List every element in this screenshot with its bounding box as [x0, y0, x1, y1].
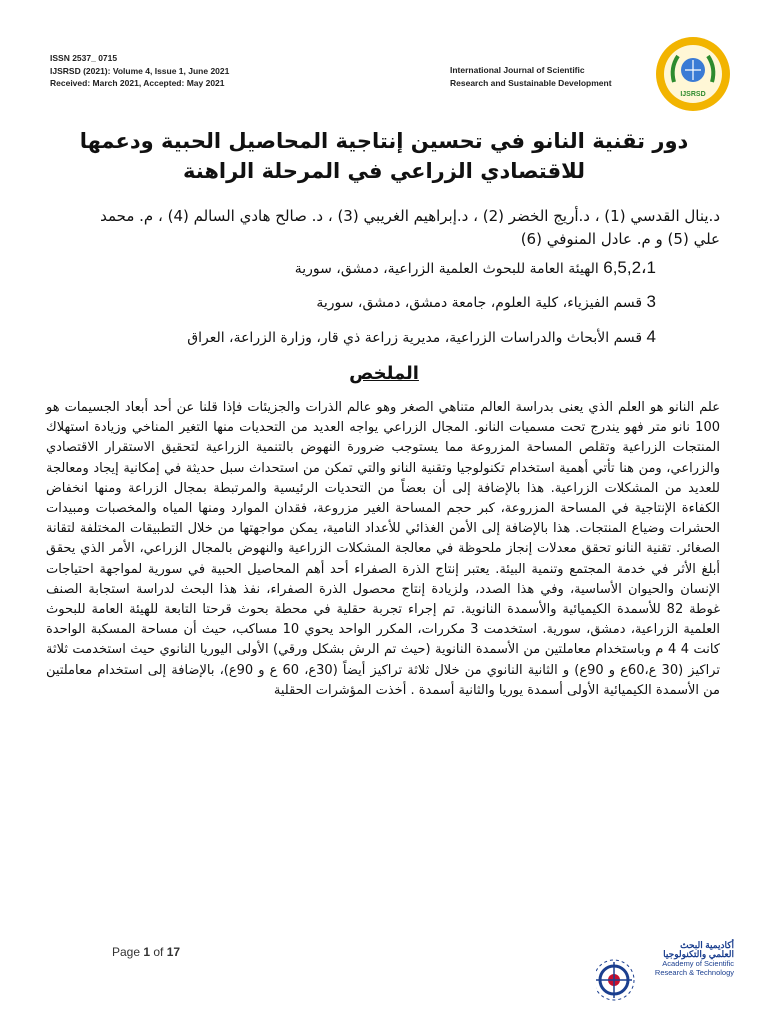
affiliation-2-text: قسم الفيزياء، كلية العلوم، جامعة دمشق، دمشق، سورية — [316, 295, 643, 311]
abstract-heading: الملخص — [349, 363, 419, 384]
paper-title: دور تقنية النانو في تحسين إنتاجية المحاصيل الحبية ودعمها للاقتصادي الزراعي في المرحلة الراهنة — [79, 129, 689, 183]
affiliation-1-number: 6,5,2،1 — [603, 258, 656, 277]
affiliation-3-text: قسم الأبحاث والدراسات الزراعية، مديرية زراعة ذي قار، وزارة الزراعة، العراق — [187, 330, 643, 346]
academy-name-ar-2: العلمي والتكنولوجيا — [663, 949, 734, 959]
journal-name — [450, 64, 612, 89]
page-prefix: Page — [112, 945, 144, 959]
affiliation-1 — [295, 258, 656, 279]
affiliation-2 — [316, 292, 656, 313]
current-page: 1 — [143, 945, 151, 959]
volume-line: IJSRSD (2021): Volume 4, Issue 1, June 2021 — [50, 65, 230, 76]
academy-name-ar-1: أكاديمية البحث — [680, 940, 734, 950]
received-line: Received: March 2021, Accepted: May 2021 — [50, 78, 225, 88]
academy-name-en-1: Academy of Scientific — [662, 959, 734, 968]
logo-text: IJSRSD — [680, 91, 706, 98]
page-of: of — [150, 945, 167, 959]
total-pages: 17 — [166, 945, 181, 959]
journal-name-line-2: Research and Sustainable Development — [450, 77, 612, 88]
academy-name — [624, 941, 734, 977]
affiliation-3 — [187, 327, 656, 348]
affiliation-1-text: الهيئة العامة للبحوث العلمية الزراعية، دمشق، سورية — [294, 261, 599, 277]
author-list: د.ينال القدسي (1) ، د.أريج الخضر (2) ، د.إبراهيم الغريبي (3) ، د. صالح هادي السالم (4) ، م. محمد علي (5) و م. عادل المنوفي (6) — [100, 207, 720, 248]
journal-meta — [50, 52, 229, 90]
issn-line: ISSN 2537_ 0715 — [50, 53, 118, 63]
abstract-body: علم النانو هو العلم الذي يعنى بدراسة العالم متناهي الصغر وهو عالم الذرات والجزيئات فإذا قلنا عن أحد أبعاد الجسيمات هو 100 نانو متر فهو يندرج تحت مسميات النانو. المجال الزراعي يواجه العديد من التحديات منها التغير المناخي وزيادة استهلاك المنتجات الزراعية وتقلص المساحة المزروعة مما يستوجب ضرورة النهوض بالتنمية الزراعية لتحقيق الاستقرار الاقتصادي والزراعي، ومن هنا تأتي أهمية استخدام تكنولوجيا وتقنية النانو والتي تمكن من استحداث سبل حديثة في إمكانية إيجاد ومعالجة للعديد من المشكلات الزراعية. هذا بالإضافة إلى أن بعضاً من التحديات الرئيسية والمرتبطة بمجال الزراعة ومنها انخفاض الكفاءة الإنتاجية في المساحة المزروعة، كبر حجم المساحة الغير مزروعة، فقدان الموارد ومنها المياه والمخصبات ومبيدات الحشرات وضياع المنتجات. هذا بالإضافة إلى الأمن الغذائي للأعداد النامية، يمكن مواجهتها من خلال التطبيقات المختلفة لتقانة الصغائر. تقنية النانو تحقق معدلات إنجاز ملحوظة في معالجة المشكلات الزراعية والنهوض بالمجال الزراعي، الأمر الذي يحقق أبلغ الأثر في خدمة المجتمع وتنمية البيئة. يعتبر إنتاج الذرة الصفراء أحد أهم المحاصيل الحبية في سورية لمواجهة احتياجات الإنسان والحيوان الأساسية، وفي هذا الصدد، ولزيادة إنتاج محصول الذرة الصفراء، نفذ هذا البحث لدراسة استجابة الصنف غوطة 82 للأسمدة الكيميائية والأسمدة النانوية. تم إجراء تجربة حقلية في محطة بحوث قرحتا التابعة للهيئة العامة للبحوث العلمية الزراعية، دمشق، سورية. استخدمت 3 مكررات، المكرر الواحد يحوي 10 مساكب، حيث أن مساحة المسكبة الواحدة كانت 4 4 م وباستخدام معاملتين من الأسمدة النانوية (حيث تم الرش بشكل ورقي) الأولى اليوريا النانوي حيث استخدمت ثلاثة تراكيز (30 ع،60ع و 90ع) و الثانية النانوي من خلال ثلاثة تراكيز أيضاً (30ع، 60 ع و 90ع)، بالإضافة إلى استخدام معاملتين من الأسمدة الكيميائية الأولى أسمدة يوريا والثانية أسمدة . أخذت المؤشرات الحقلية — [46, 400, 720, 698]
page-number — [112, 945, 180, 959]
affiliation-2-number: 3 — [646, 292, 656, 311]
academy-name-en-2: Research & Technology — [654, 968, 734, 977]
journal-logo-icon — [652, 30, 734, 118]
journal-name-line-1: International Journal of Scientific — [450, 65, 585, 75]
affiliation-3-number: 4 — [646, 327, 656, 346]
